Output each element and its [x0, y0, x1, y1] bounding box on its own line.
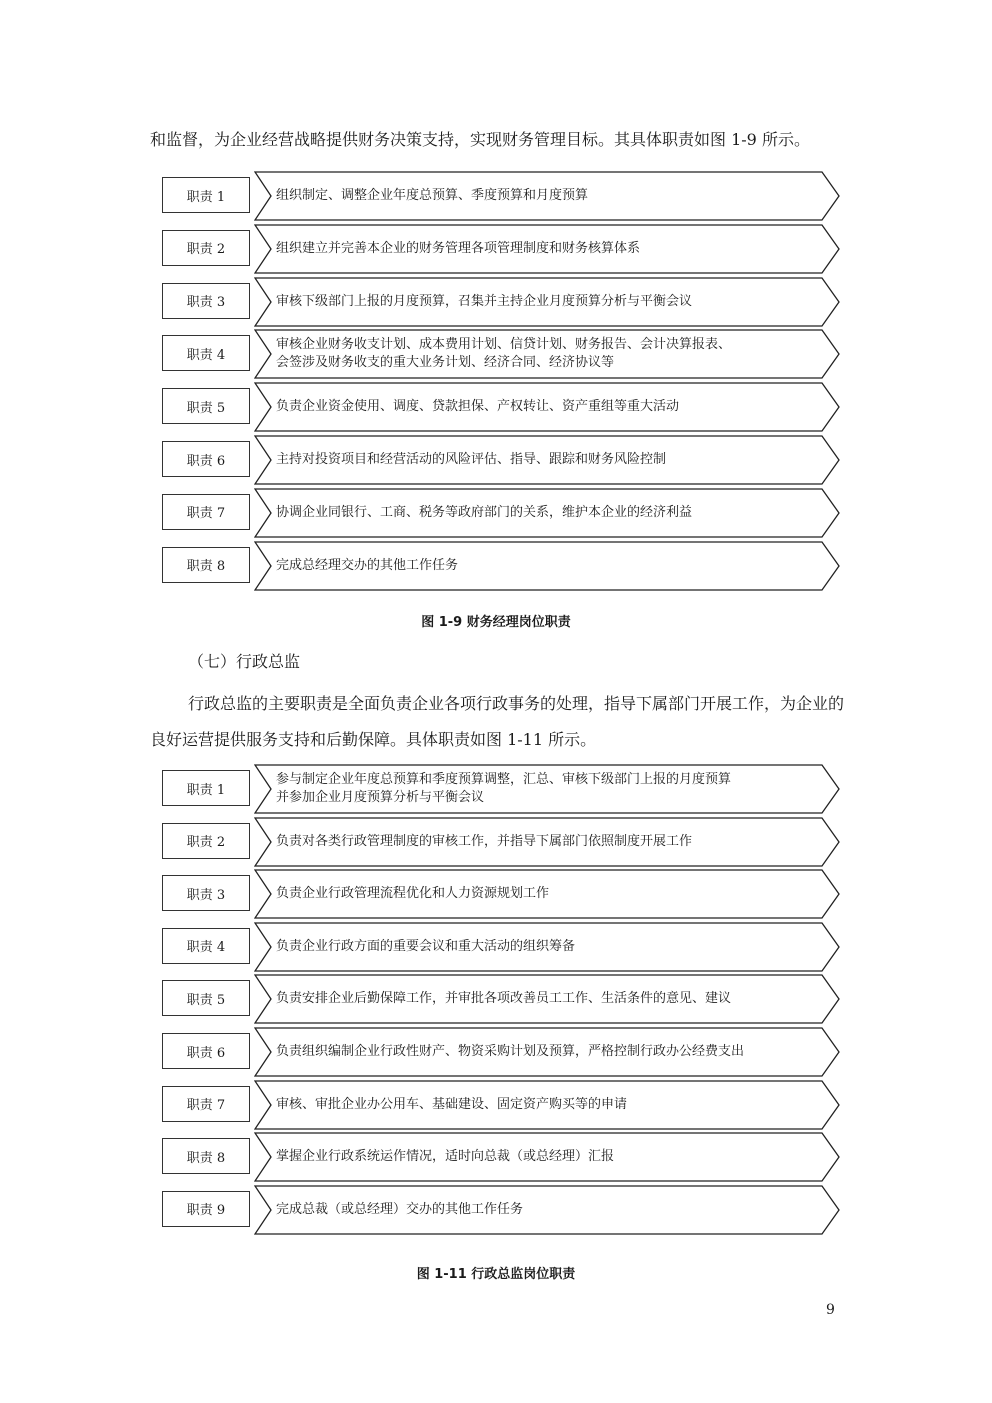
duty-label: 职责 1	[162, 177, 250, 213]
figure-1-9-caption: 图 1-9 财务经理岗位职责	[421, 615, 571, 630]
duty-label: 职责 3	[162, 283, 250, 319]
figure-1-11-caption: 图 1-11 行政总监岗位职责	[416, 1267, 576, 1282]
duty-description: 负责企业行政管理流程优化和人力资源规划工作	[276, 886, 550, 902]
duty-label: 职责 8	[162, 1138, 250, 1174]
duty-description: 完成总经理交办的其他工作任务	[276, 557, 459, 573]
duty-label: 职责 6	[162, 1033, 250, 1069]
duty-description: 负责企业行政方面的重要会议和重大活动的组织筹备	[276, 938, 576, 954]
duty-description: 参与制定企业年度总预算和季度预算调整，汇总、审核下级部门上报的月度预算 并参加企业月度预算分析与平衡会议	[276, 772, 732, 805]
duty-description: 掌握企业行政系统运作情况，适时向总裁（或总经理）汇报	[276, 1149, 615, 1165]
section-paragraph: 行政总监的主要职责是全面负责企业各项行政事务的处理，指导下属部门开展工作，为企业的良好运营提供服务支持和后勤保障。具体职责如图 1-11 所示。	[150, 694, 845, 749]
duty-description: 负责企业资金使用、调度、贷款担保、产权转让、资产重组等重大活动	[276, 399, 680, 415]
duty-description: 审核企业财务收支计划、成本费用计划、信贷计划、财务报告、会计决算报表、 会签涉及财务收支的重大业务计划、经济合同、经济协议等	[276, 337, 732, 371]
duty-description: 完成总裁（或总经理）交办的其他工作任务	[276, 1201, 524, 1217]
duty-label: 职责 3	[162, 875, 250, 911]
duty-label: 职责 4	[162, 928, 250, 964]
section-heading: （七）行政总监	[188, 652, 301, 671]
duty-label: 职责 7	[162, 494, 250, 530]
duty-description: 组织制定、调整企业年度总预算、季度预算和月度预算	[276, 188, 589, 203]
duty-description: 协调企业同银行、工商、税务等政府部门的关系，维护本企业的经济利益	[276, 504, 693, 520]
duty-description: 审核下级部门上报的月度预算，召集并主持企业月度预算分析与平衡会议	[276, 293, 693, 309]
intro-paragraph: 和监督，为企业经营战略提供财务决策支持，实现财务管理目标。其具体职责如图 1-9 所示。	[150, 130, 810, 149]
duty-label: 职责 5	[162, 388, 250, 424]
duty-label: 职责 1	[162, 770, 250, 806]
page-number: 9	[826, 1302, 835, 1318]
duty-description: 负责对各类行政管理制度的审核工作，并指导下属部门依照制度开展工作	[276, 833, 693, 849]
duty-description: 负责组织编制企业行政性财产、物资采购计划及预算，严格控制行政办公经费支出	[276, 1044, 745, 1059]
duty-label: 职责 5	[162, 980, 250, 1016]
duty-label: 职责 7	[162, 1086, 250, 1122]
duty-label: 职责 9	[162, 1191, 250, 1227]
duty-description: 组织建立并完善本企业的财务管理各项管理制度和财务核算体系	[276, 240, 641, 256]
duty-label: 职责 8	[162, 547, 250, 583]
duty-description: 审核、审批企业办公用车、基础建设、固定资产购买等的申请	[276, 1096, 628, 1112]
duty-label: 职责 2	[162, 823, 250, 859]
duty-label: 职责 2	[162, 230, 250, 266]
duty-label: 职责 4	[162, 335, 250, 371]
duty-description: 负责安排企业后勤保障工作，并审批各项改善员工工作、生活条件的意见、建议	[276, 991, 732, 1007]
duty-description: 主持对投资项目和经营活动的风险评估、指导、跟踪和财务风险控制	[276, 452, 667, 467]
duty-label: 职责 6	[162, 441, 250, 477]
